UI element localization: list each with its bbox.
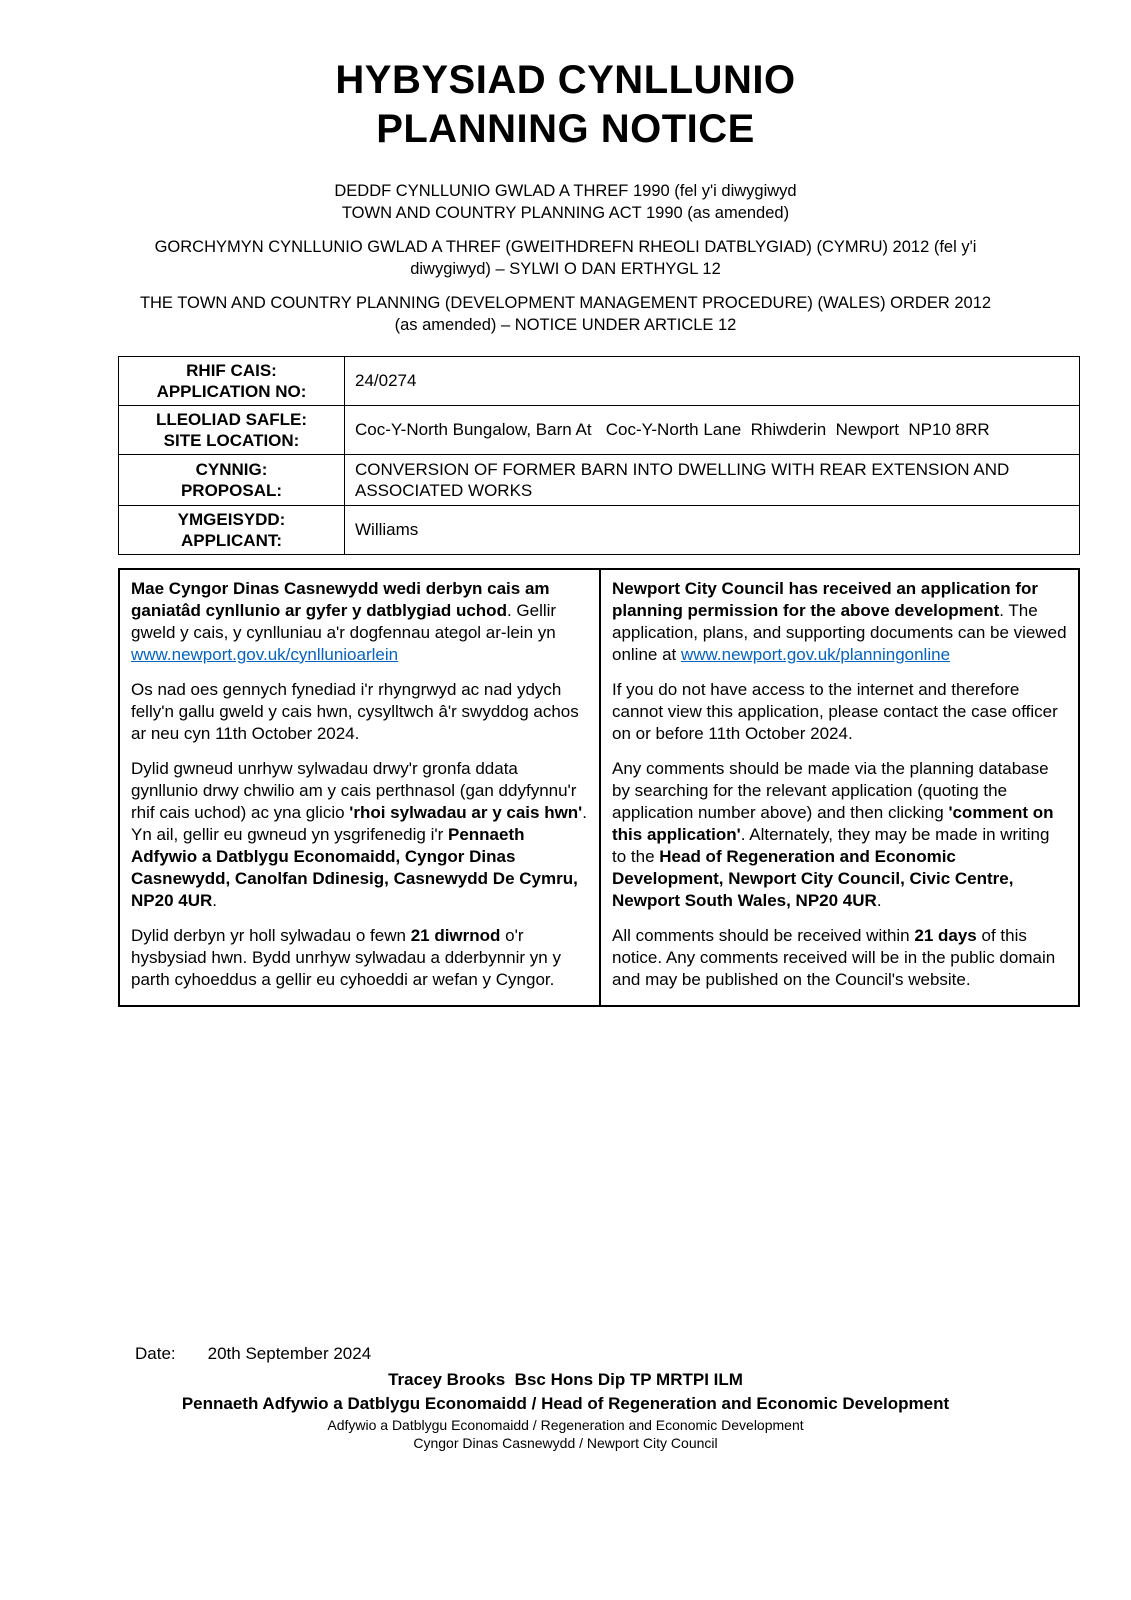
statute-line: (as amended) – NOTICE UNDER ARTICLE 12	[394, 315, 737, 334]
site-location-label	[119, 405, 345, 454]
site-location-row	[119, 405, 1080, 454]
application-details-table	[118, 356, 1080, 555]
notice-paragraph	[612, 679, 1067, 745]
emphasized-text: Head of Regeneration and Economic Development, Newport City Council, Civic Centre, Newport South Wales, NP20 4UR	[612, 846, 1014, 910]
body-text: . Yn ail, gellir eu gwneud yn ysgrifenedig i'r	[131, 802, 587, 844]
applicant-row	[119, 505, 1080, 554]
notice-paragraph	[612, 578, 1067, 666]
body-text: . The application, plans, and supporting documents can be viewed online at	[612, 600, 1067, 664]
signatory-name: Tracey Brooks Bsc Hons Dip TP MRTPI ILM	[388, 1370, 743, 1389]
document-title	[0, 56, 1131, 154]
main-content	[118, 348, 1080, 1007]
statute-wales-order-2012-welsh	[0, 236, 1131, 280]
statute-line: GORCHYMYN CYNLLUNIO GWLAD A THREF (GWEITHDREFN RHEOLI DATBLYGIAD) (CYMRU) 2012 (fel y'i	[154, 237, 977, 256]
site-location-value: Coc-Y-North Bungalow, Barn At Coc-Y-North Lane Rhiwderin Newport NP10 8RR	[345, 405, 1080, 454]
cynllunioarlein-link[interactable]: www.newport.gov.uk/cynllunioarlein	[131, 644, 399, 664]
statute-line: TOWN AND COUNTRY PLANNING ACT 1990 (as amended)	[341, 203, 790, 222]
statute-wales-order-2012-english	[0, 292, 1131, 336]
notice-paragraph	[131, 758, 588, 912]
application-no-row	[119, 356, 1080, 405]
document-title-english: PLANNING NOTICE	[376, 106, 755, 151]
body-text: of this notice. Any comments received will be in the public domain and may be published on the Council's website.	[612, 925, 1056, 989]
proposal-value: CONVERSION OF FORMER BARN INTO DWELLING WITH REAR EXTENSION AND ASSOCIATED WORKS	[345, 454, 1080, 505]
label-english: APPLICANT:	[180, 530, 283, 550]
department-line: Adfywio a Datblygu Economaidd / Regeneration and Economic Development	[327, 1417, 804, 1433]
signatory-title: Pennaeth Adfywio a Datblygu Economaidd / Head of Regeneration and Economic Development	[181, 1394, 950, 1413]
emphasized-text: 21 diwrnod	[410, 925, 501, 945]
emphasized-text: 21 days	[914, 925, 977, 945]
english-notice-column	[599, 570, 1078, 1005]
label-english: APPLICATION NO:	[156, 381, 307, 401]
notice-paragraph	[131, 578, 588, 666]
body-text: . Gellir gweld y cais, y cynlluniau a'r dogfennau ategol ar-lein yn	[131, 600, 557, 642]
body-text: Any comments should be made via the planning database by searching for the relevant application (quoting the application number above) and then clicking	[612, 758, 1049, 822]
statute-line: THE TOWN AND COUNTRY PLANNING (DEVELOPMENT MANAGEMENT PROCEDURE) (WALES) ORDER 2012	[139, 293, 992, 312]
application-no-label	[119, 356, 345, 405]
label-welsh: CYNNIG:	[195, 459, 268, 479]
notice-paragraph	[131, 679, 588, 745]
label-welsh: YMGEISYDD:	[177, 509, 286, 529]
bilingual-notice-box	[118, 568, 1080, 1007]
document-footer	[0, 1344, 1131, 1600]
statute-line: DEDDF CYNLLUNIO GWLAD A THREF 1990 (fel y'i diwygiwyd	[334, 181, 797, 200]
council-line: Cyngor Dinas Casnewydd / Newport City Council	[413, 1435, 718, 1451]
label-english: SITE LOCATION:	[163, 430, 300, 450]
applicant-label	[119, 505, 345, 554]
statute-references	[0, 180, 1131, 348]
emphasized-text: Pennaeth Adfywio a Datblygu Economaidd, Cyngor Dinas Casnewydd, Canolfan Ddinesig, Casnewydd De Cymru, NP20 4UR	[131, 824, 578, 910]
body-text: Dylid derbyn yr holl sylwadau o fewn	[131, 925, 411, 945]
body-text: Os nad oes gennych fynediad i'r rhyngrwyd ac nad ydych felly'n gallu gweld y cais hwn, cysylltwch â'r swyddog achos ar neu cyn 11th October 2024.	[131, 679, 579, 743]
planningonline-link[interactable]: www.newport.gov.uk/planningonline	[681, 644, 951, 664]
body-text: If you do not have access to the internet and therefore cannot view this application, please contact the case officer on or before 11th October 2024.	[612, 679, 1058, 743]
emphasized-text: Newport City Council has received an application for planning permission for the above development	[612, 578, 1039, 620]
body-text: . Alternately, they may be made in writing to the	[612, 824, 1050, 866]
body-text: .	[876, 890, 882, 910]
proposal-label	[119, 454, 345, 505]
notice-paragraph	[131, 925, 588, 991]
label-welsh: RHIF CAIS:	[186, 360, 277, 380]
body-text: All comments should be received within	[612, 925, 915, 945]
statute-line: diwygiwyd) – SYLWI O DAN ERTHYGL 12	[410, 259, 721, 278]
date-label: Date:	[135, 1344, 176, 1363]
document-title-welsh: HYBYSIAD CYNLLUNIO	[335, 58, 796, 102]
applicant-value: Williams	[345, 505, 1080, 554]
emphasized-text: Mae Cyngor Dinas Casnewydd wedi derbyn cais am ganiatâd cynllunio ar gyfer y datblygiad uchod	[131, 578, 550, 620]
statute-planning-act-1990	[0, 180, 1131, 224]
welsh-notice-column	[120, 570, 599, 1005]
notice-paragraph	[612, 758, 1067, 912]
notice-paragraph	[612, 925, 1067, 991]
application-no-value: 24/0274	[345, 356, 1080, 405]
body-text: o'r hysbysiad hwn. Bydd unrhyw sylwadau a dderbynnir yn y parth cyhoeddus a gellir eu cyhoeddi ar wefan y Cyngor.	[131, 925, 561, 989]
emphasized-text: 'comment on this application'	[612, 802, 1054, 844]
body-text: .	[212, 890, 217, 910]
date-row	[135, 1344, 1131, 1364]
emphasized-text: 'rhoi sylwadau ar y cais hwn'	[349, 802, 583, 822]
date-value: 20th September 2024	[207, 1344, 372, 1363]
label-english: PROPOSAL:	[180, 480, 283, 500]
label-welsh: LLEOLIAD SAFLE:	[155, 409, 308, 429]
proposal-row	[119, 454, 1080, 505]
body-text: Dylid gwneud unrhyw sylwadau drwy'r gronfa ddata gynllunio drwy chwilio am y cais perthnasol (gan ddyfynnu'r rhif cais uchod) ac yna glicio	[131, 758, 577, 822]
